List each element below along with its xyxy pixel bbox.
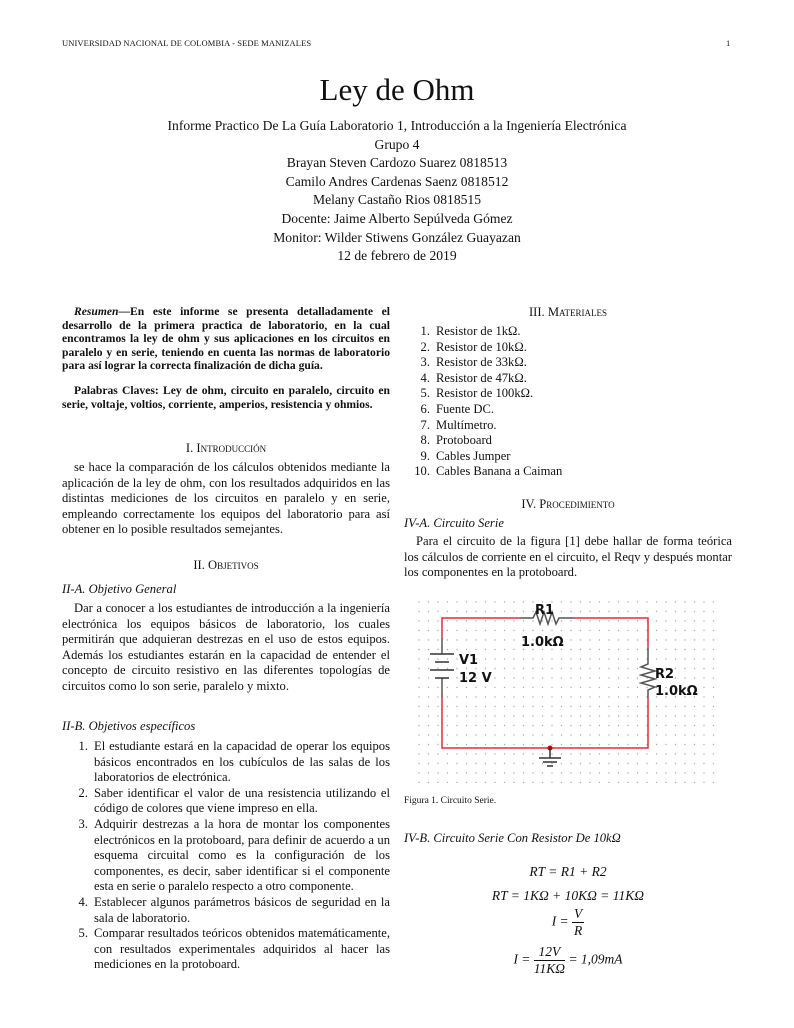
subsection-heading-specific: II-B. Objetivos específicos (62, 719, 196, 733)
v1-label: V1 (459, 653, 479, 668)
subtitle: Informe Practico De La Guía Laboratorio 1, Introducción a la Ingeniería Electrónica (167, 118, 627, 133)
author: Melany Castaño Rios 0818515 (312, 192, 482, 208)
general-objective-text: Dar a conocer a los estudiantes de introducción a la ingeniería electrónica los equipos básicos de laboratorio, los cuales permitirán que adquieran destrezas en el uso de estos equipos. Además los estudiantes estarán en la capacidad de entender el concepto de circuito resistivo en las diferentes topologías de circuitos como lo son serie, paralelo y mixto. (62, 601, 390, 693)
section-heading-objetivos: II. Objetivos (193, 558, 259, 572)
v1-value: 12 V (459, 671, 492, 686)
list-item: 3. Adquirir destrezas a la hora de montar los componentes electrónicos en la protoboard, para definir de acuerdo a un esquema circuital como es la configuración de los componentes, es decir, saber identificar si el componente esta en serie o paralelo respecto a otro componente. (78, 816, 390, 894)
list-item: 3. Resistor de 33kΩ. (420, 355, 527, 370)
abstract (62, 305, 390, 411)
monitor: Monitor: Wilder Stiwens González Guayazan (273, 229, 521, 245)
subsection-heading-general: II-A. Objetivo General (62, 582, 177, 596)
r1-label: R1 (535, 603, 555, 618)
section-heading-procedimiento: IV. Procedimiento (521, 497, 615, 511)
list-item: 4. Resistor de 47kΩ. (420, 370, 527, 385)
section-heading-intro: I. Introducción (185, 441, 267, 455)
r2-value: 1.0kΩ (655, 684, 698, 699)
equation-4: I = $\frac{12V}{11K\Omega}$ = 1,09mA (513, 944, 623, 976)
group: Grupo 4 (374, 136, 420, 152)
list-item: 5. Comparar resultados teóricos obtenidos matemáticamente, con resultados experimentales adquiridos al hacer las mediciones en la protoboard. (78, 926, 390, 972)
serie-text: Para el circuito de la figura [1] debe hallar de forma teórica los cálculos de corriente en el circuito, el Reqv y después montar los componentes en la protoboard. (404, 534, 732, 580)
equation-1: RT = R1 + R2 (529, 864, 607, 879)
date: 12 de febrero de 2019 (337, 248, 457, 264)
specific-objectives-list (62, 739, 390, 973)
list-item: 9. Cables Jumper (420, 448, 511, 463)
r2-label: R2 (655, 667, 675, 682)
abstract-text: —En este informe se presenta detalladamente el desarrollo de la primera practica de laboratorio, en la cual encontramos la ley de ohm y sus aplicaciones en los circuitos en paralelo y en serie, teniendo en cuenta las normas de laboratorio para así lograr la correcta finalización de dicha guía. (62, 305, 390, 373)
equation-2: RT = 1KΩ + 10KΩ = 11KΩ (491, 888, 645, 903)
r1-value: 1.0kΩ (521, 635, 564, 650)
list-item: 1. El estudiante estará en la capacidad de operar los equipos básicos encontrados en los cubículos de las salas de los laboratorios de electrónica. (78, 739, 390, 785)
intro-text: se hace la comparación de los cálculos obtenidos mediante la aplicación de la ley de ohm, con los resultados adquiridos en las distintas mediciones de los circuitos en paralelo y en serie, empleando correctamente los equipos del laboratorio para así obtener en lo posible resultados semejantes. (62, 460, 390, 537)
author-block (0, 117, 794, 266)
equation-3: I = $\frac{V}{R}$ (551, 906, 583, 938)
circuit-figure (415, 598, 720, 783)
page-number: 1 (726, 38, 731, 48)
list-item: 2. Resistor de 10kΩ. (420, 339, 527, 354)
figure-caption: Figura 1. Circuito Serie. (404, 796, 497, 806)
list-item: 2. Saber identificar el valor de una resistencia utilizando el código de colores que viene impreso en ella. (78, 785, 390, 816)
teacher: Docente: Jaime Alberto Sepúlveda Gómez (281, 210, 513, 226)
list-item: 6. Fuente DC. (420, 401, 495, 416)
abstract-label: Resumen (74, 305, 119, 318)
keywords: Palabras Claves: Ley de ohm, circuito en paralelo, circuito en serie, voltaje, voltios, corriente, amperios, resistencia y ohmios. (62, 383, 390, 411)
author: Brayan Steven Cardozo Suarez 0818513 (286, 155, 508, 171)
list-item: 1. Resistor de 1kΩ. (420, 324, 521, 338)
list-item: 5. Resistor de 100kΩ. (420, 386, 534, 401)
list-item: 4. Establecer algunos parámetros básicos de seguridad en la sala de laboratorio. (78, 894, 390, 925)
subsection-heading-10k: IV-B. Circuito Serie Con Resistor De 10kΩ (404, 831, 621, 845)
materials-list (404, 324, 732, 480)
section-heading-materiales: III. Materiales (528, 305, 608, 319)
author: Camilo Andres Cardenas Saenz 0818512 (285, 173, 509, 189)
paper-title: Ley de Ohm (319, 72, 475, 107)
list-item: 10. Cables Banana a Caiman (414, 464, 563, 479)
running-header: UNIVERSIDAD NACIONAL DE COLOMBIA - SEDE MANIZALES (62, 38, 312, 48)
list-item: 7. Multímetro. (420, 417, 497, 432)
subsection-heading-serie: IV-A. Circuito Serie (404, 516, 504, 530)
list-item: 8. Protoboard (420, 433, 492, 448)
